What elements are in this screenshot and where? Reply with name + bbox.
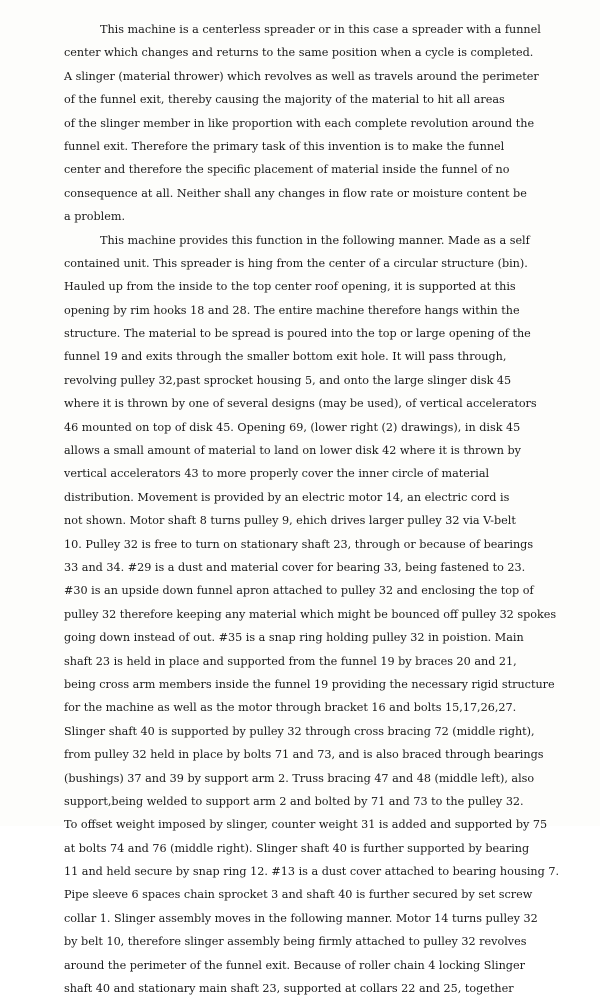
- text-line: a problem.: [64, 210, 125, 224]
- text-line: 46 mounted on top of disk 45. Opening 69, (lower right (2) drawings), in disk 45: [64, 420, 521, 434]
- text-line: by belt 10, therefore slinger assembly being firmly attached to pulley 32 revolves: [64, 935, 527, 949]
- text-line: distribution. Movement is provided by an electric motor 14, an electric cord is: [64, 490, 510, 504]
- paragraph-2: [64, 229, 592, 1000]
- text-line: Hauled up from the inside to the top center roof opening, it is supported at this: [64, 280, 516, 294]
- text-line: 33 and 34. #29 is a dust and material cover for bearing 33, being fastened to 23.: [64, 560, 526, 574]
- paragraph-1: [64, 18, 592, 229]
- text-line: allows a small amount of material to land on lower disk 42 where it is thrown by: [64, 444, 521, 458]
- text-line: where it is thrown by one of several designs (may be used), of vertical accelerators: [64, 397, 537, 411]
- text-line: Pipe sleeve 6 spaces chain sprocket 3 and shaft 40 is further secured by set screw: [64, 888, 533, 902]
- text-line: This machine is a centerless spreader or in this case a spreader with a funnel: [100, 23, 541, 36]
- text-line: going down instead of out. #35 is a snap ring holding pulley 32 in poistion. Main: [64, 631, 524, 645]
- text-line: 11 and held secure by snap ring 12. #13 is a dust cover attached to bearing housing 7.: [64, 865, 559, 879]
- text-line: #30 is an upside down funnel apron attached to pulley 32 and enclosing the top of: [64, 584, 534, 598]
- text-line: revolving pulley 32,past sprocket housing 5, and onto the large slinger disk 45: [64, 373, 512, 387]
- text-line: being cross arm members inside the funnel 19 providing the necessary rigid structure: [64, 677, 555, 691]
- text-line: at bolts 74 and 76 (middle right). Slinger shaft 40 is further supported by bearing: [64, 841, 530, 855]
- text-line: contained unit. This spreader is hing from the center of a circular structure (bin).: [64, 256, 528, 270]
- text-line: consequence at all. Neither shall any changes in flow rate or moisture content be: [64, 186, 527, 200]
- text-line: opening by rim hooks 18 and 28. The entire machine therefore hangs within the: [64, 303, 520, 317]
- text-line: 10. Pulley 32 is free to turn on stationary shaft 23, through or because of bearings: [64, 537, 534, 551]
- text-line: shaft 40 and stationary main shaft 23, supported at collars 22 and 25, together: [64, 982, 514, 996]
- text-line: pulley 32 therefore keeping any material which might be bounced off pulley 32 spokes: [64, 607, 557, 621]
- text-line: (bushings) 37 and 39 by support arm 2. Truss bracing 47 and 48 (middle left), also: [64, 771, 535, 785]
- text-line: not shown. Motor shaft 8 turns pulley 9, ehich drives larger pulley 32 via V-belt: [64, 514, 516, 528]
- text-line: funnel 19 and exits through the smaller bottom exit hole. It will pass through,: [64, 350, 507, 364]
- text-line: shaft 23 is held in place and supported from the funnel 19 by braces 20 and 21,: [64, 654, 517, 668]
- text-line: A slinger (material thrower) which revolves as well as travels around the perimeter: [64, 69, 539, 83]
- body-text: [64, 18, 592, 1000]
- text-line: This machine provides this function in the following manner. Made as a self: [100, 233, 530, 247]
- text-line: center which changes and returns to the same position when a cycle is completed.: [64, 46, 534, 60]
- text-line: center and therefore the specific placement of material inside the funnel of no: [64, 163, 510, 177]
- text-line: vertical accelerators 43 to more properly cover the inner circle of material: [64, 467, 490, 481]
- text-line: collar 1. Slinger assembly moves in the following manner. Motor 14 turns pulley 32: [64, 911, 538, 925]
- text-line: funnel exit. Therefore the primary task of this invention is to make the funnel: [64, 139, 505, 153]
- text-line: support,being welded to support arm 2 and bolted by 71 and 73 to the pulley 32.: [64, 794, 524, 808]
- text-line: Slinger shaft 40 is supported by pulley 32 through cross bracing 72 (middle right),: [64, 724, 535, 738]
- text-line: of the funnel exit, thereby causing the majority of the material to hit all areas: [64, 93, 505, 107]
- text-line: for the machine as well as the motor through bracket 16 and bolts 15,17,26,27.: [64, 701, 517, 715]
- text-line: of the slinger member in like proportion with each complete revolution around the: [64, 116, 535, 130]
- text-line: around the perimeter of the funnel exit. Because of roller chain 4 locking Slinger: [64, 958, 525, 972]
- text-line: To offset weight imposed by slinger, counter weight 31 is added and supported by 75: [64, 818, 548, 832]
- text-line: structure. The material to be spread is poured into the top or large opening of the: [64, 327, 531, 341]
- text-line: from pulley 32 held in place by bolts 71 and 73, and is also braced through bearings: [64, 748, 544, 762]
